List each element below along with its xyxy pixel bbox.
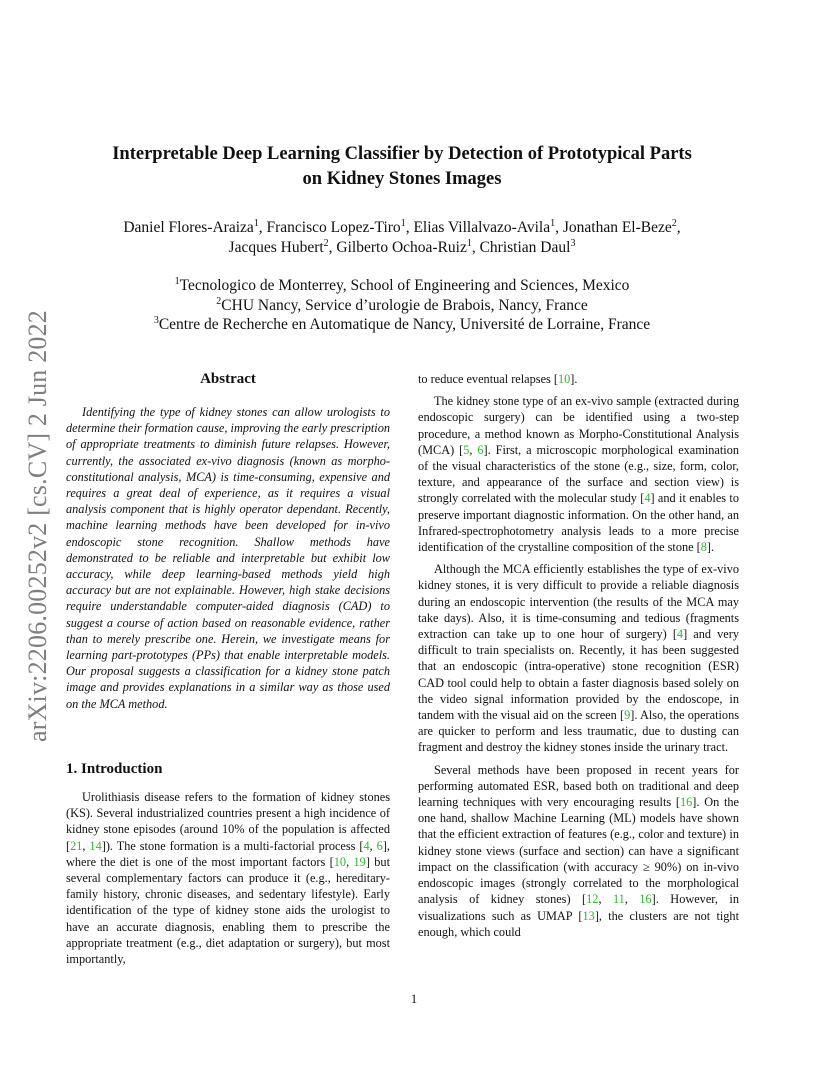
text-run: , bbox=[82, 838, 90, 853]
affiliation-text: Tecnologico de Monterrey, School of Engineering and Sciences, Mexico bbox=[179, 277, 630, 294]
citation-link[interactable]: 14 bbox=[89, 838, 102, 853]
text-run: ], the clusters are not tight enough, which could bbox=[418, 908, 739, 939]
intro-paragraph bbox=[418, 371, 739, 387]
author-list bbox=[60, 218, 744, 258]
text-run: ]. Also, the operations are quicker to perform and less traumatic, due to dusting can fragment and destroy the kidney stones inside the urinary tract. bbox=[418, 708, 740, 755]
text-run: ] and very difficult to train specialists on. Recently, it has been suggested that an endoscopic (intra-operative) stone recognition (ESR) CAD tool could help to obtain a faster diagnosis based solely on the video signal information provided by the endoscope, in tandem with the visual aid on the screen [ bbox=[418, 627, 739, 723]
affiliations bbox=[60, 276, 744, 335]
abstract-body bbox=[66, 404, 390, 712]
citation-link[interactable]: 16 bbox=[680, 795, 693, 810]
affiliation-text: CHU Nancy, Service d’urologie de Brabois, Nancy, France bbox=[221, 296, 588, 314]
affiliation-mark: 3 bbox=[153, 314, 159, 326]
citation-link[interactable]: 11 bbox=[612, 892, 625, 907]
citation-link[interactable]: 6 bbox=[477, 442, 484, 457]
text-run: , bbox=[369, 838, 377, 853]
intro-paragraph bbox=[418, 561, 739, 755]
affiliation-mark: 2 bbox=[216, 295, 222, 307]
section-heading-introduction: 1. Introduction bbox=[66, 761, 163, 777]
text-run: ]. bbox=[570, 372, 578, 386]
author-name: Gilberto Ochoa-Ruiz bbox=[336, 239, 467, 256]
author-name: Jacques Hubert bbox=[228, 239, 324, 256]
affiliation-mark: 1 bbox=[174, 275, 180, 287]
author-affiliation-mark: 1 bbox=[400, 217, 406, 229]
citation-link[interactable]: 21 bbox=[70, 838, 83, 853]
intro-paragraph bbox=[418, 762, 739, 940]
citation-link[interactable]: 4 bbox=[363, 838, 370, 853]
author-line-1: Daniel Flores-Araiza$^1$, Francisco Lopez-Tiro$^1$, Elias Villalvazo-Avila$^1$, Jonathan El-Beze$^2$, bbox=[123, 217, 681, 236]
author-affiliation-mark: 3 bbox=[570, 237, 576, 249]
text-run: ]. First, a microscopic morphological examination of the visual characteristics of the stone (e.g., size, form, color, texture, and appearance of the surface and section view) is strongly correlated with the molecular study [ bbox=[418, 442, 739, 506]
author-name: Daniel Flores-Araiza bbox=[123, 219, 254, 236]
affiliation-text: Centre de Recherche en Automatique de Nancy, Université de Lorraine, France bbox=[158, 316, 651, 333]
text-run: ] but several complementary factors can produce it (e.g., hereditary-family history, chronic diseases, and sedentary lifestyle). Early identification of the type of kidney stone aids the urologist to have an accurate diagnosis, enabling them to prescribe the appropriate treatment (e.g., diet adaptation or surgery), but most importantly, bbox=[66, 854, 390, 967]
citation-link[interactable]: 10 bbox=[333, 854, 347, 869]
page-number: 1 bbox=[410, 992, 418, 1006]
author-name: Jonathan El-Beze bbox=[562, 219, 672, 236]
text-run: ]). The stone formation is a multi-factorial process [ bbox=[101, 838, 364, 853]
intro-paragraph bbox=[66, 789, 390, 967]
citation-link[interactable]: 9 bbox=[624, 708, 631, 723]
text-run: Although the MCA efficiently establishes the type of ex-vivo kidney stones, it is very difficult to provide a reliable diagnosis during an endoscopic intervention (the results of the MCA may take days). Also, it is time-consuming and tedious (fragments extraction can take up to one hour of surgery) [ bbox=[418, 562, 739, 642]
abstract-text: Identifying the type of kidney stones can allow urologists to determine their formation cause, improving the early prescription of appropriate treatments to diminish future relapses. However, currently, the associated ex-vivo diagnosis (known as morpho-constitutional analysis, MCA) is time-consuming, expensive and requires a great deal of experience, as it requires a visual analysis component that is highly operator dependant. Recently, machine learning methods have been developed for in-vivo endoscopic stone recognition. Shallow methods have demonstrated to be reliable and interpretable but exhibit low accuracy, while deep learning-based methods yield high accuracy but are not explainable. However, high stake decisions require understandable computer-aided diagnosis (CAD) to suggest a course of action based on reasonable evidence, rather than to merely prescribe one. Herein, we investigate means for learning part-prototypes (PPs) that enable interpretable models. Our proposal suggests a classification for a kidney stone patch image and provides explanations in a similar way as those used on the MCA method. bbox=[66, 405, 390, 711]
author-affiliation-mark: 1 bbox=[253, 217, 259, 229]
citation-link[interactable]: 12 bbox=[586, 892, 599, 907]
citation-link[interactable]: 10 bbox=[557, 372, 571, 386]
author-affiliation-mark: 2 bbox=[323, 237, 329, 249]
text-run: Several methods have been proposed in recent years for performing automated ESR, based both on traditional and deep learning techniques with very encouraging results [ bbox=[418, 762, 739, 810]
text-run: ], where the diet is one of the most important factors [ bbox=[66, 838, 390, 869]
text-run: ]. bbox=[706, 540, 715, 555]
citation-link[interactable]: 5 bbox=[463, 442, 470, 457]
author-affiliation-mark: 1 bbox=[466, 237, 472, 249]
text-run: , bbox=[469, 442, 478, 457]
author-name: Christian Daul bbox=[479, 239, 571, 256]
author-name: Francisco Lopez-Tiro bbox=[266, 219, 401, 236]
text-run: Urolithiasis disease refers to the formation of kidney stones (KS). Several industrialized countries present a high incidence of kidney stone episodes (around 10% of the population is affected [ bbox=[66, 790, 390, 853]
citation-link[interactable]: 16 bbox=[639, 892, 652, 907]
abstract-heading: Abstract bbox=[200, 371, 256, 387]
text-run: , bbox=[624, 892, 640, 907]
citation-link[interactable]: 19 bbox=[353, 854, 366, 869]
text-run: , bbox=[598, 892, 613, 907]
title-line-2: on Kidney Stones Images bbox=[302, 169, 502, 189]
text-run: to reduce eventual relapses [ bbox=[418, 372, 558, 386]
text-run: The kidney stone type of an ex-vivo sample (extracted during endoscopic surgery) can be identified using a two-step procedure, a method known as Morpho-Constitutional Analysis (MCA) [ bbox=[418, 394, 739, 457]
text-run: , bbox=[346, 854, 354, 869]
text-run: ]. On the one hand, shallow Machine Learning (ML) models have shown that the efficient extraction of features (e.g., color and texture) in kidney stone views (surface and section) can have a significant impact on the classification (with accuracy ≥ 90%) on in-vivo endoscopic images (strongly correlated to the morphological analysis of kidney stones) [ bbox=[418, 795, 739, 907]
citation-link[interactable]: 4 bbox=[676, 627, 684, 642]
citation-link[interactable]: 13 bbox=[582, 908, 595, 923]
author-line-2: Jacques Hubert$^2$, Gilberto Ochoa-Ruiz$^1$, Christian Daul$^3$ bbox=[228, 237, 576, 256]
arxiv-stamp: arXiv:2206.00252v2 [cs.CV] 2 Jun 2022 bbox=[23, 309, 52, 743]
text-run: ]. However, in visualizations such as UMAP [ bbox=[418, 892, 739, 923]
paper-title bbox=[60, 142, 744, 192]
author-affiliation-mark: 2 bbox=[671, 217, 677, 229]
intro-left-column bbox=[66, 789, 390, 967]
title-line-1: Interpretable Deep Learning Classifier by Detection of Prototypical Parts bbox=[112, 144, 692, 164]
citation-link[interactable]: 6 bbox=[376, 838, 383, 853]
right-column bbox=[418, 371, 739, 940]
affiliation-line bbox=[60, 296, 744, 316]
citation-link[interactable]: 4 bbox=[644, 491, 651, 506]
author-name: Elias Villalvazo-Avila bbox=[413, 219, 551, 236]
intro-paragraph bbox=[418, 393, 739, 555]
author-affiliation-mark: 1 bbox=[550, 217, 556, 229]
affiliation-line bbox=[60, 315, 744, 335]
text-run: ] and it enables to preserve important diagnostic information. On the other hand, an Infrared-spectrophotometry analysis leads to a more precise identification of the crystalline composition of the stone [ bbox=[418, 491, 739, 555]
citation-link[interactable]: 8 bbox=[700, 540, 707, 555]
affiliation-line bbox=[60, 276, 744, 296]
